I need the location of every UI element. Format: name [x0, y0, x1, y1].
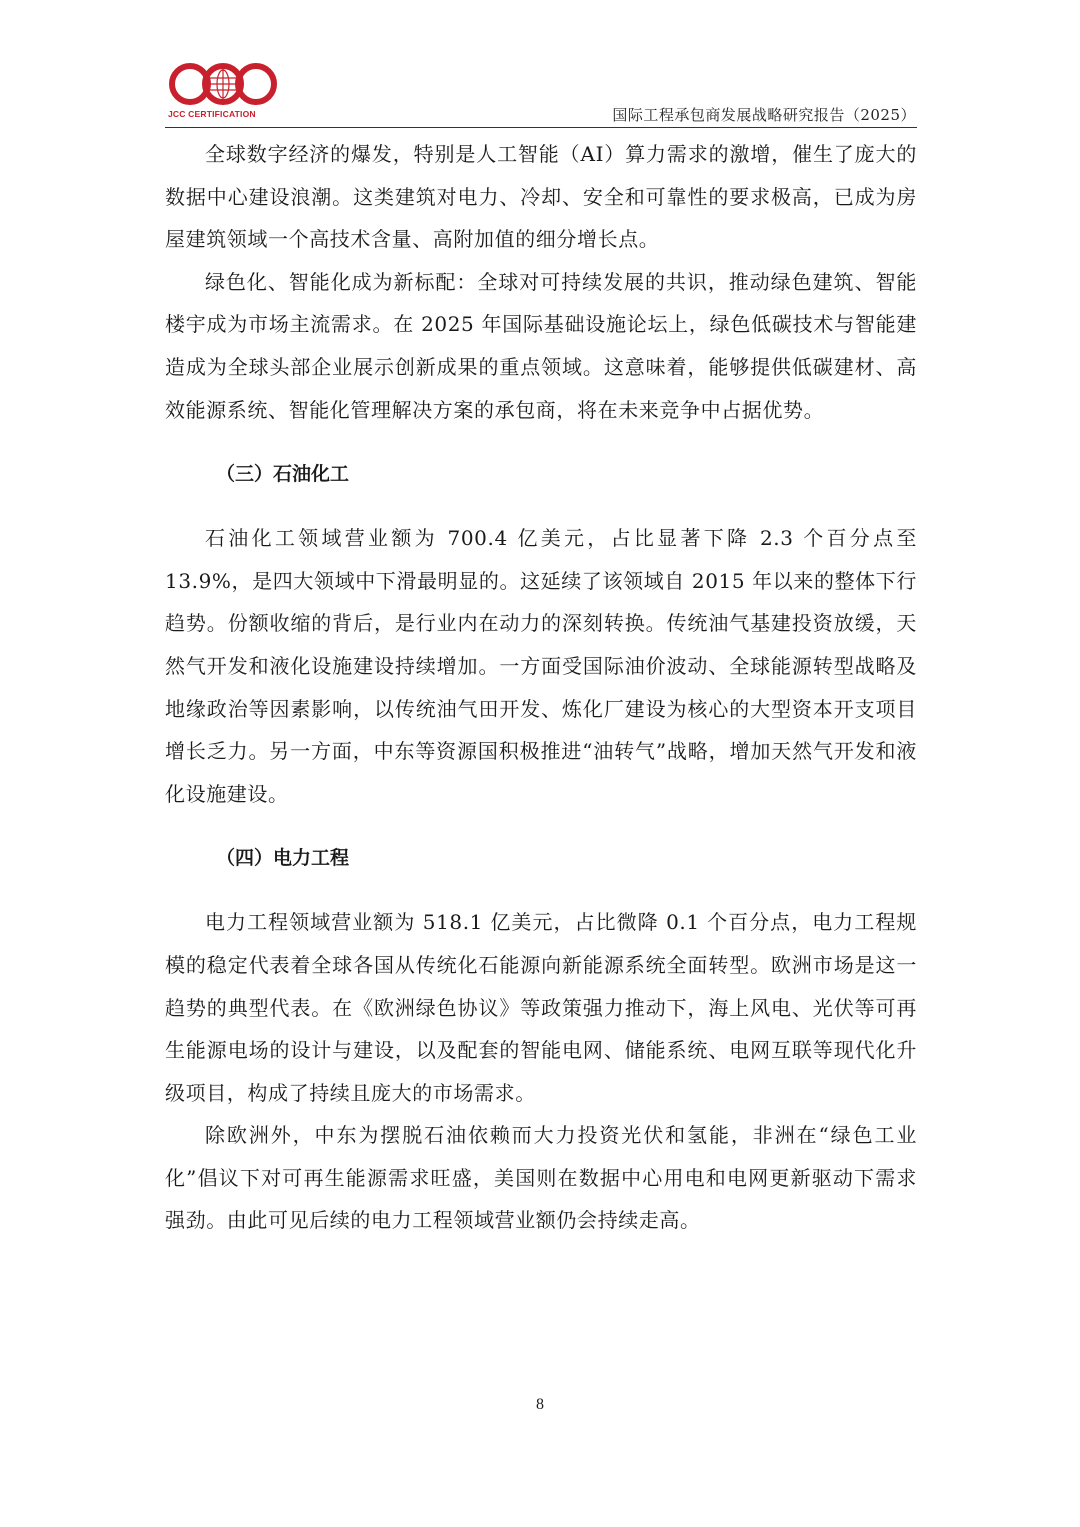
page-number: 8 [536, 1396, 544, 1413]
paragraph-power-engineering: 电力工程领域营业额为 518.1 亿美元，占比微降 0.1 个百分点，电力工程规模的稳定代表着全球各国从传统化石能源向新能源系统全面转型。欧洲市场是这一趋势的典型代表。在《欧洲绿色协议》等政策强力推动下，海上风电、光伏等可再生能源电场的设计与建设，以及配套的智能电网、储能系统、电网互联等现代化升级项目，构成了持续且庞大的市场需求。 [165, 910, 917, 1105]
header-rule [165, 127, 917, 128]
logo-text: JCC CERTIFICATION [168, 109, 256, 119]
paragraph-data-centers: 全球数字经济的爆发，特别是人工智能（AI）算力需求的激增，催生了庞大的数据中心建设浪潮。这类建筑对电力、冷却、安全和可靠性的要求极高，已成为房屋建筑领域一个高技术含量、高附加值的细分增长点。 [165, 142, 917, 252]
section-heading-petrochemical: （三）石油化工 [216, 463, 350, 486]
paragraph-petrochemical: 石油化工领域营业额为 700.4 亿美元，占比显著下降 2.3 个百分点至 13.9%，是四大领域中下滑最明显的。这延续了该领域自 2015 年以来的整体下行趋势。份额收缩的背后，是行业内在动力的深刻转换。传统油气基建投资放缓，天然气开发和液化设施建设持续增加。一方面受国际油价波动、全球能源转型战略及地缘政治等因素影响，以传统油气田开发、炼化厂建设为核心的大型资本开支项目增长乏力。另一方面，中东等资源国积极推进“油转气”战略，增加天然气开发和液化设施建设。 [165, 526, 917, 806]
main-content [165, 133, 917, 1242]
paragraph-regional-demand: 除欧洲外，中东为摆脱石油依赖而大力投资光伏和氢能，非洲在“绿色工业化”倡议下对可再生能源需求旺盛，美国则在数据中心用电和电网更新驱动下需求强劲。由此可见后续的电力工程领域营业额仍会持续走高。 [165, 1123, 917, 1233]
header-title: 国际工程承包商发展战略研究报告（2025） [612, 106, 916, 124]
section-heading-power: （四）电力工程 [216, 847, 350, 870]
paragraph-green-smart: 绿色化、智能化成为新标配：全球对可持续发展的共识，推动绿色建筑、智能楼宇成为市场主流需求。在 2025 年国际基础设施论坛上，绿色低碳技术与智能建造成为全球头部企业展示创新成果的重点领域。这意味着，能够提供低碳建材、高效能源系统、智能化管理解决方案的承包商，将在未来竞争中占据优势。 [165, 269, 917, 422]
jcc-rings-icon [168, 62, 278, 108]
jcc-logo [168, 62, 278, 120]
